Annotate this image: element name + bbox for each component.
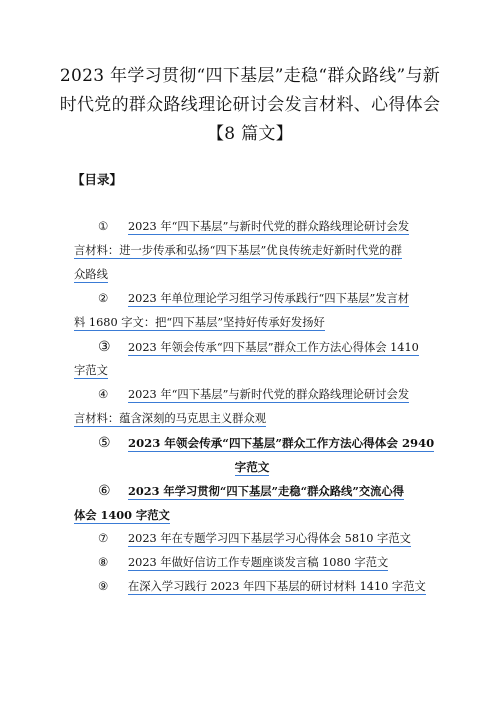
toc-entry-1-line-3: 众路线 bbox=[74, 268, 108, 281]
toc-entry-5[interactable] bbox=[74, 431, 435, 479]
toc-entry-1[interactable] bbox=[74, 215, 430, 287]
toc-entry-1-line-1: 2023 年“四下基层”与新时代党的群众路线理论研讨会发 bbox=[128, 220, 410, 233]
toc-entry-6[interactable] bbox=[74, 479, 430, 527]
toc-marker-1: ① bbox=[98, 220, 109, 233]
title-line-1: 2023 年学习贯彻“四下基层”走稳“群众路线”与新 bbox=[59, 66, 441, 86]
toc-entry-1-line-2: 言材料：进一步传承和弘扬“四下基层”优良传统走好新时代党的群 bbox=[74, 244, 402, 257]
toc-entry-4-line-1: 2023 年“四下基层”与新时代党的群众路线理论研讨会发 bbox=[128, 388, 410, 401]
toc-marker-2: ② bbox=[98, 292, 109, 305]
document-title bbox=[30, 62, 470, 149]
toc-marker-9: ⑨ bbox=[98, 580, 109, 593]
toc-entry-5-line-1: 2023 年领会传承“四下基层”群众工作方法心得体会 2940 bbox=[128, 436, 435, 450]
title-line-2: 时代党的群众路线理论研讨会发言材料、心得体会 bbox=[59, 95, 441, 115]
toc-marker-3: ③ bbox=[98, 339, 111, 355]
toc-entry-3[interactable] bbox=[74, 335, 430, 383]
toc-entry-3-line-2: 字范文 bbox=[74, 364, 108, 377]
toc-marker-4: ④ bbox=[98, 388, 109, 401]
toc-marker-6: ⑥ bbox=[98, 483, 111, 499]
toc-entry-9[interactable] bbox=[74, 575, 430, 599]
toc-heading: 【目录】 bbox=[72, 172, 123, 187]
toc-entry-8-line-1: 2023 年做好信访工作专题座谈发言稿 1080 字范文 bbox=[128, 556, 389, 569]
toc-marker-7: ⑦ bbox=[98, 532, 109, 545]
toc-entry-2-line-2: 料 1680 字文：把“四下基层”坚持好传承好发扬好 bbox=[74, 316, 325, 329]
title-line-3: 【8 篇文】 bbox=[206, 124, 294, 144]
toc-entry-6-line-2: 体会 1400 字范文 bbox=[74, 508, 170, 522]
toc-entry-7[interactable] bbox=[74, 527, 430, 551]
toc-entry-4-line-2: 言材料：蕴含深刻的马克思主义群众观 bbox=[74, 412, 267, 425]
toc-entry-6-line-1: 2023 年学习贯彻“四下基层”走稳“群众路线”交流心得 bbox=[128, 484, 405, 498]
toc-entry-9-line-1: 在深入学习践行 2023 年四下基层的研讨材料 1410 字范文 bbox=[128, 580, 426, 593]
toc-entry-7-line-1: 2023 年在专题学习四下基层学习心得体会 5810 字范文 bbox=[128, 532, 411, 545]
toc-entry-8[interactable] bbox=[74, 551, 430, 575]
toc-marker-5: ⑤ bbox=[98, 435, 111, 451]
toc-entry-4[interactable] bbox=[74, 383, 430, 431]
table-of-contents bbox=[74, 215, 435, 599]
toc-entry-5-line-2: 字范文 bbox=[234, 460, 270, 474]
toc-entry-2-line-1: 2023 年单位理论学习组学习传承践行“四下基层”发言材 bbox=[128, 292, 410, 305]
toc-entry-3-line-1: 2023 年领会传承“四下基层”群众工作方法心得体会 1410 bbox=[128, 341, 419, 354]
toc-marker-8: ⑧ bbox=[98, 556, 109, 569]
toc-entry-2[interactable] bbox=[74, 287, 430, 335]
